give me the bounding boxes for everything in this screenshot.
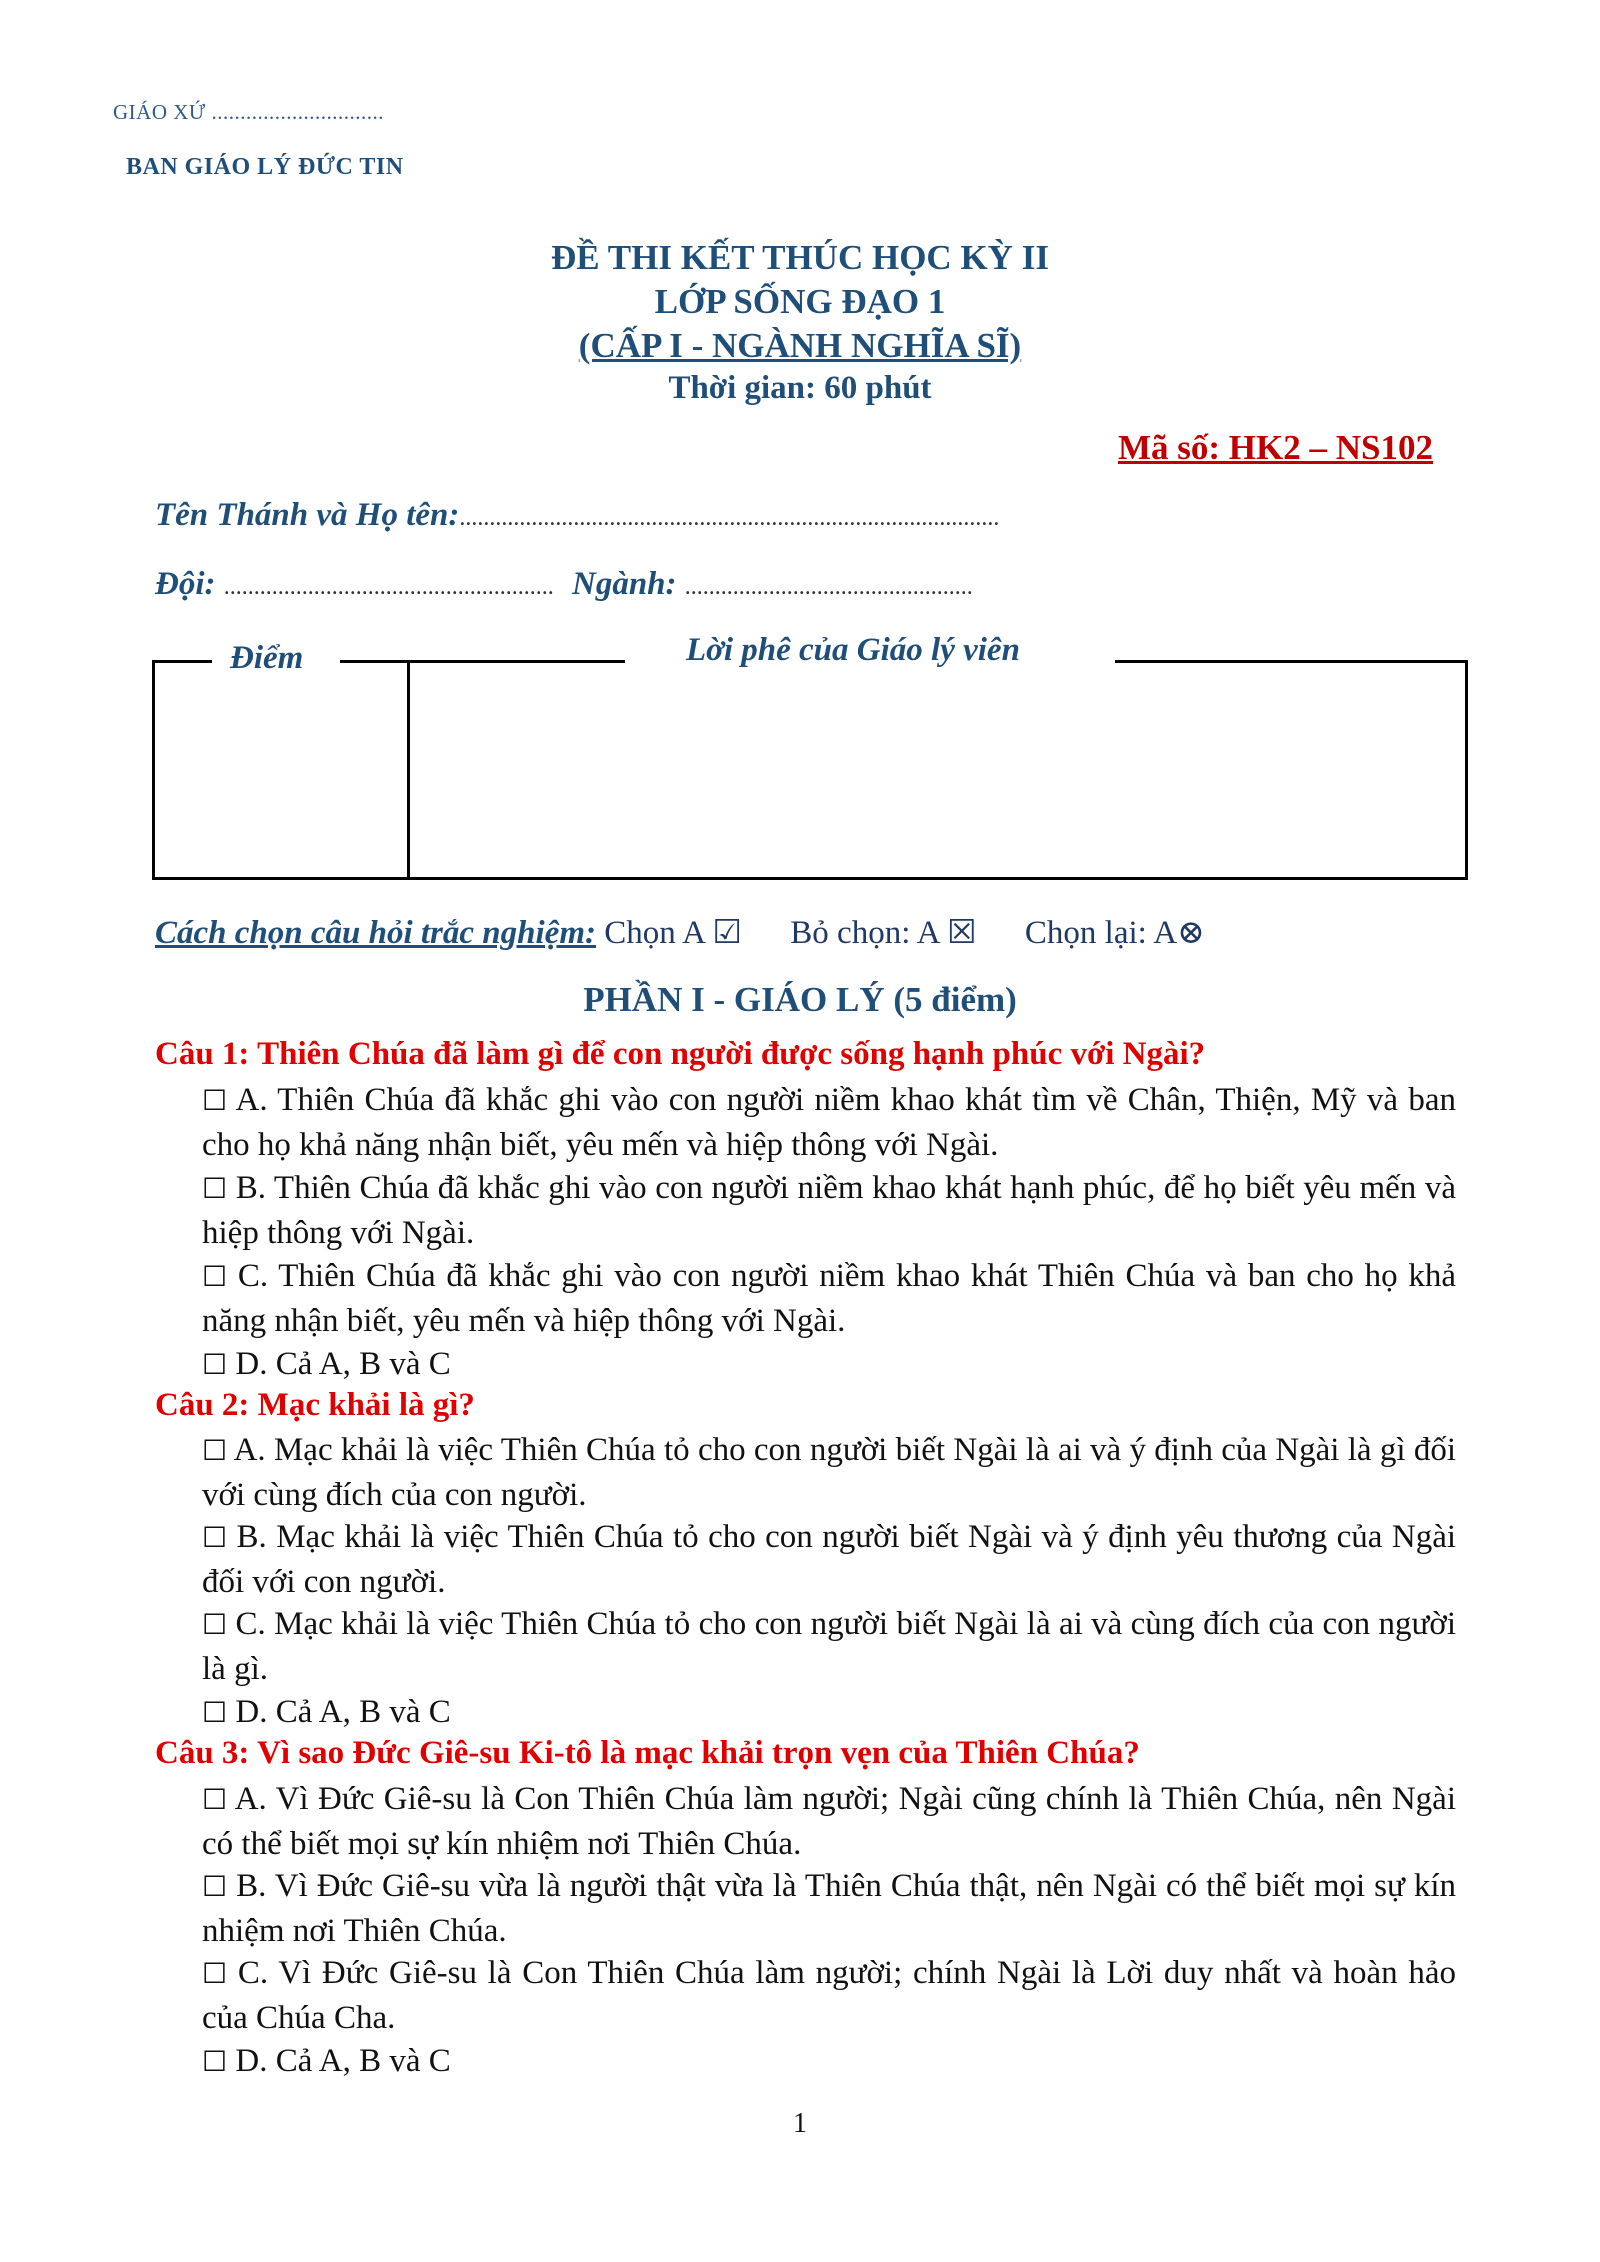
grading-box-divider bbox=[407, 660, 410, 880]
answer-option[interactable]: ☐ D. Cả A, B và C bbox=[202, 1694, 451, 1730]
answer-option[interactable]: ☐ C. Vì Đức Giê-su là Con Thiên Chúa làm người; chính Ngài là Lời duy nhất và hoàn hảo của Chúa Cha. bbox=[202, 1955, 1456, 2036]
box-top-border bbox=[340, 660, 625, 663]
checkbox-icon[interactable]: ☐ bbox=[202, 1260, 228, 1293]
grading-box bbox=[152, 660, 1468, 880]
name-dots: .......................................................................................... bbox=[459, 505, 1000, 531]
branch-dots: ................................................ bbox=[684, 574, 973, 600]
checkbox-icon[interactable]: ☐ bbox=[202, 1521, 228, 1554]
instruction-unchoose: Bỏ chọn: A ☒ bbox=[790, 915, 977, 951]
answer-option[interactable]: ☐ A. Thiên Chúa đã khắc ghi vào con người niềm khao khát tìm về Chân, Thiện, Mỹ và ban cho họ khả năng nhận biết, yêu mến và hiệp thông với Ngài. bbox=[202, 1082, 1456, 1163]
branch-label: Ngành: bbox=[572, 566, 677, 602]
checkbox-icon[interactable]: ☐ bbox=[202, 2045, 228, 2078]
section-title: PHẦN I - GIÁO LÝ (5 điểm) bbox=[583, 980, 1017, 1019]
team-branch-field[interactable] bbox=[155, 566, 973, 603]
answer-option[interactable]: ☐ A. Mạc khải là việc Thiên Chúa tỏ cho con người biết Ngài là ai và ý định của Ngài là gì đối với cùng đích của con người. bbox=[202, 1432, 1457, 1513]
checkbox-icon[interactable]: ☐ bbox=[202, 1084, 228, 1117]
checkbox-icon[interactable]: ☐ bbox=[202, 1348, 228, 1381]
checkbox-icon[interactable]: ☐ bbox=[202, 1434, 228, 1467]
level-branch: (CẤP I - NGÀNH NGHĨA SĨ) bbox=[578, 326, 1022, 365]
checkbox-icon[interactable]: ☐ bbox=[202, 1783, 228, 1816]
question-title: Câu 2: Mạc khải là gì? bbox=[155, 1387, 475, 1423]
name-label: Tên Thánh và Họ tên: bbox=[155, 497, 460, 533]
teacher-comment-label: Lời phê của Giáo lý viên bbox=[686, 632, 1020, 668]
instruction-choose: Chọn A ☑ bbox=[604, 915, 743, 951]
question-title: Câu 3: Vì sao Đức Giê-su Ki-tô là mạc khải trọn vẹn của Thiên Chúa? bbox=[155, 1735, 1140, 1771]
answer-option[interactable]: ☐ D. Cả A, B và C bbox=[202, 1346, 451, 1382]
box-top-border bbox=[152, 660, 212, 663]
checkbox-icon[interactable]: ☐ bbox=[202, 1870, 228, 1903]
exam-code: Mã số: HK2 – NS102 bbox=[1118, 428, 1433, 467]
checkbox-icon[interactable]: ☐ bbox=[202, 1608, 228, 1641]
checkbox-icon[interactable]: ☐ bbox=[202, 1172, 228, 1205]
box-top-border bbox=[1115, 660, 1468, 663]
answer-option[interactable]: ☐ C. Mạc khải là việc Thiên Chúa tỏ cho con người biết Ngài là ai và cùng đích của con người là gì. bbox=[202, 1606, 1457, 1687]
page-number: 1 bbox=[793, 2108, 807, 2139]
instructions-label: Cách chọn câu hỏi trắc nghiệm: bbox=[155, 915, 596, 951]
student-name-field[interactable] bbox=[155, 497, 999, 534]
checkbox-icon[interactable]: ☐ bbox=[202, 1957, 228, 1990]
answer-option[interactable]: ☐ B. Thiên Chúa đã khắc ghi vào con người niềm khao khát hạnh phúc, để họ biết yêu mến và hiệp thông với Ngài. bbox=[202, 1170, 1457, 1251]
instruction-rechoose: Chọn lại: A⊗ bbox=[1024, 915, 1205, 951]
answer-instructions bbox=[155, 912, 1205, 952]
answer-option[interactable]: ☐ C. Thiên Chúa đã khắc ghi vào con người niềm khao khát Thiên Chúa và ban cho họ khả năng nhận biết, yêu mến và hiệp thông với Ngài. bbox=[202, 1258, 1456, 1339]
answer-option[interactable]: ☐ B. Mạc khải là việc Thiên Chúa tỏ cho con người biết Ngài và ý định yêu thương của Ngài đối với con người. bbox=[202, 1519, 1457, 1600]
exam-title: ĐỀ THI KẾT THÚC HỌC KỲ II bbox=[551, 238, 1049, 277]
class-name: LỚP SỐNG ĐẠO 1 bbox=[654, 282, 946, 321]
answer-option[interactable]: ☐ B. Vì Đức Giê-su vừa là người thật vừa là Thiên Chúa thật, nên Ngài có thể biết mọi sự kín nhiệm nơi Thiên Chúa. bbox=[202, 1868, 1457, 1949]
team-label: Đội: bbox=[155, 566, 216, 602]
answer-option[interactable]: ☐ D. Cả A, B và C bbox=[202, 2043, 451, 2079]
department-name: BAN GIÁO LÝ ĐỨC TIN bbox=[126, 154, 404, 180]
answer-option[interactable]: ☐ A. Vì Đức Giê-su là Con Thiên Chúa làm người; Ngài cũng chính là Thiên Chúa, nên Ngài có thể biết mọi sự kín nhiệm nơi Thiên Chúa. bbox=[202, 1781, 1456, 1862]
checkbox-icon[interactable]: ☐ bbox=[202, 1696, 228, 1729]
team-dots: ....................................................... bbox=[223, 574, 554, 600]
score-label: Điểm bbox=[230, 640, 304, 676]
question-title: Câu 1: Thiên Chúa đã làm gì để con người được sống hạnh phúc với Ngài? bbox=[155, 1036, 1206, 1072]
duration: Thời gian: 60 phút bbox=[668, 370, 932, 406]
parish-line: GIÁO XỨ .............................. bbox=[113, 100, 384, 124]
